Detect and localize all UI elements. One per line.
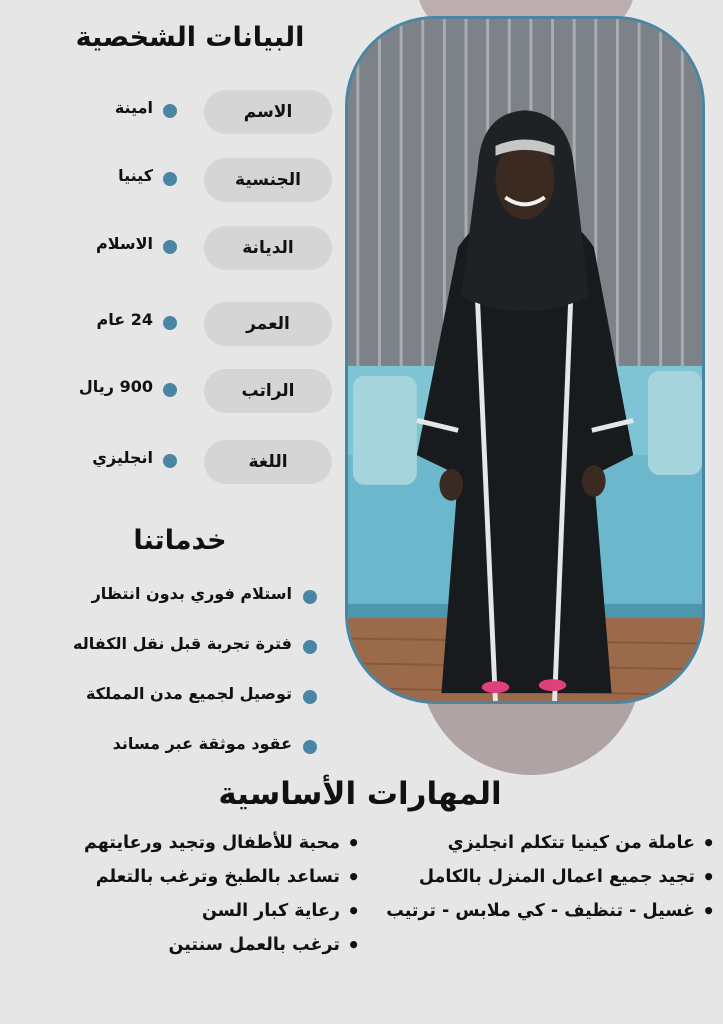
skill-item: • عاملة من كينيا تتكلم انجليزي <box>360 826 715 860</box>
bullet-dot-icon <box>163 104 177 118</box>
info-label-name: الاسم <box>204 90 332 134</box>
bullet-dot-icon <box>163 240 177 254</box>
info-value-nationality: كينيا <box>118 166 153 185</box>
personal-info-title: البيانات الشخصية <box>75 22 305 53</box>
info-row-salary <box>0 369 340 415</box>
info-row-religion <box>0 226 340 272</box>
bullet-dot-icon <box>303 640 317 654</box>
service-text: عقود موثقة عبر مساند <box>112 734 292 753</box>
bullet-dot-icon <box>303 740 317 754</box>
bullet-dot-icon <box>163 454 177 468</box>
bullet-dot-icon <box>163 172 177 186</box>
info-value-salary: 900 ريال <box>78 377 153 396</box>
worker-photo <box>345 16 705 704</box>
info-row-name <box>0 90 340 136</box>
info-row-language <box>0 440 340 486</box>
service-item <box>0 632 340 662</box>
info-value-religion: الاسلام <box>95 234 153 253</box>
services-title: خدماتنا <box>133 525 227 556</box>
info-label-religion: الديانة <box>204 226 332 270</box>
info-label-salary: الراتب <box>204 369 332 413</box>
service-text: استلام فوري بدون انتظار <box>91 584 292 603</box>
bullet-dot-icon <box>163 316 177 330</box>
info-value-name: امينة <box>114 98 153 117</box>
skill-item: • غسيل - تنظيف - كي ملابس - ترتيب <box>360 894 715 928</box>
skill-item: • تساعد بالطبخ وترغب بالتعلم <box>18 860 360 894</box>
skill-item: • ترغب بالعمل سنتين <box>18 928 360 962</box>
bullet-dot-icon <box>163 383 177 397</box>
service-text: توصيل لجميع مدن المملكة <box>85 684 292 703</box>
skill-item: • رعاية كبار السن <box>18 894 360 928</box>
skills-list-right <box>360 826 715 928</box>
info-value-language: انجليزي <box>92 448 153 467</box>
info-value-age: 24 عام <box>96 310 153 329</box>
info-row-age <box>0 302 340 348</box>
bullet-dot-icon <box>303 690 317 704</box>
service-item <box>0 582 340 612</box>
service-text: فترة تجربة قبل نقل الكفاله <box>72 634 292 653</box>
info-label-nationality: الجنسية <box>204 158 332 202</box>
service-item <box>0 682 340 712</box>
skills-title: المهارات الأساسية <box>218 776 502 812</box>
skill-item: • محبة للأطفال وتجيد ورعايتهم <box>18 826 360 860</box>
info-label-language: اللغة <box>204 440 332 484</box>
info-label-age: العمر <box>204 302 332 346</box>
skill-item: • تجيد جميع اعمال المنزل بالكامل <box>360 860 715 894</box>
info-row-nationality <box>0 158 340 204</box>
service-item <box>0 732 340 762</box>
bullet-dot-icon <box>303 590 317 604</box>
skills-list-left <box>18 826 360 962</box>
